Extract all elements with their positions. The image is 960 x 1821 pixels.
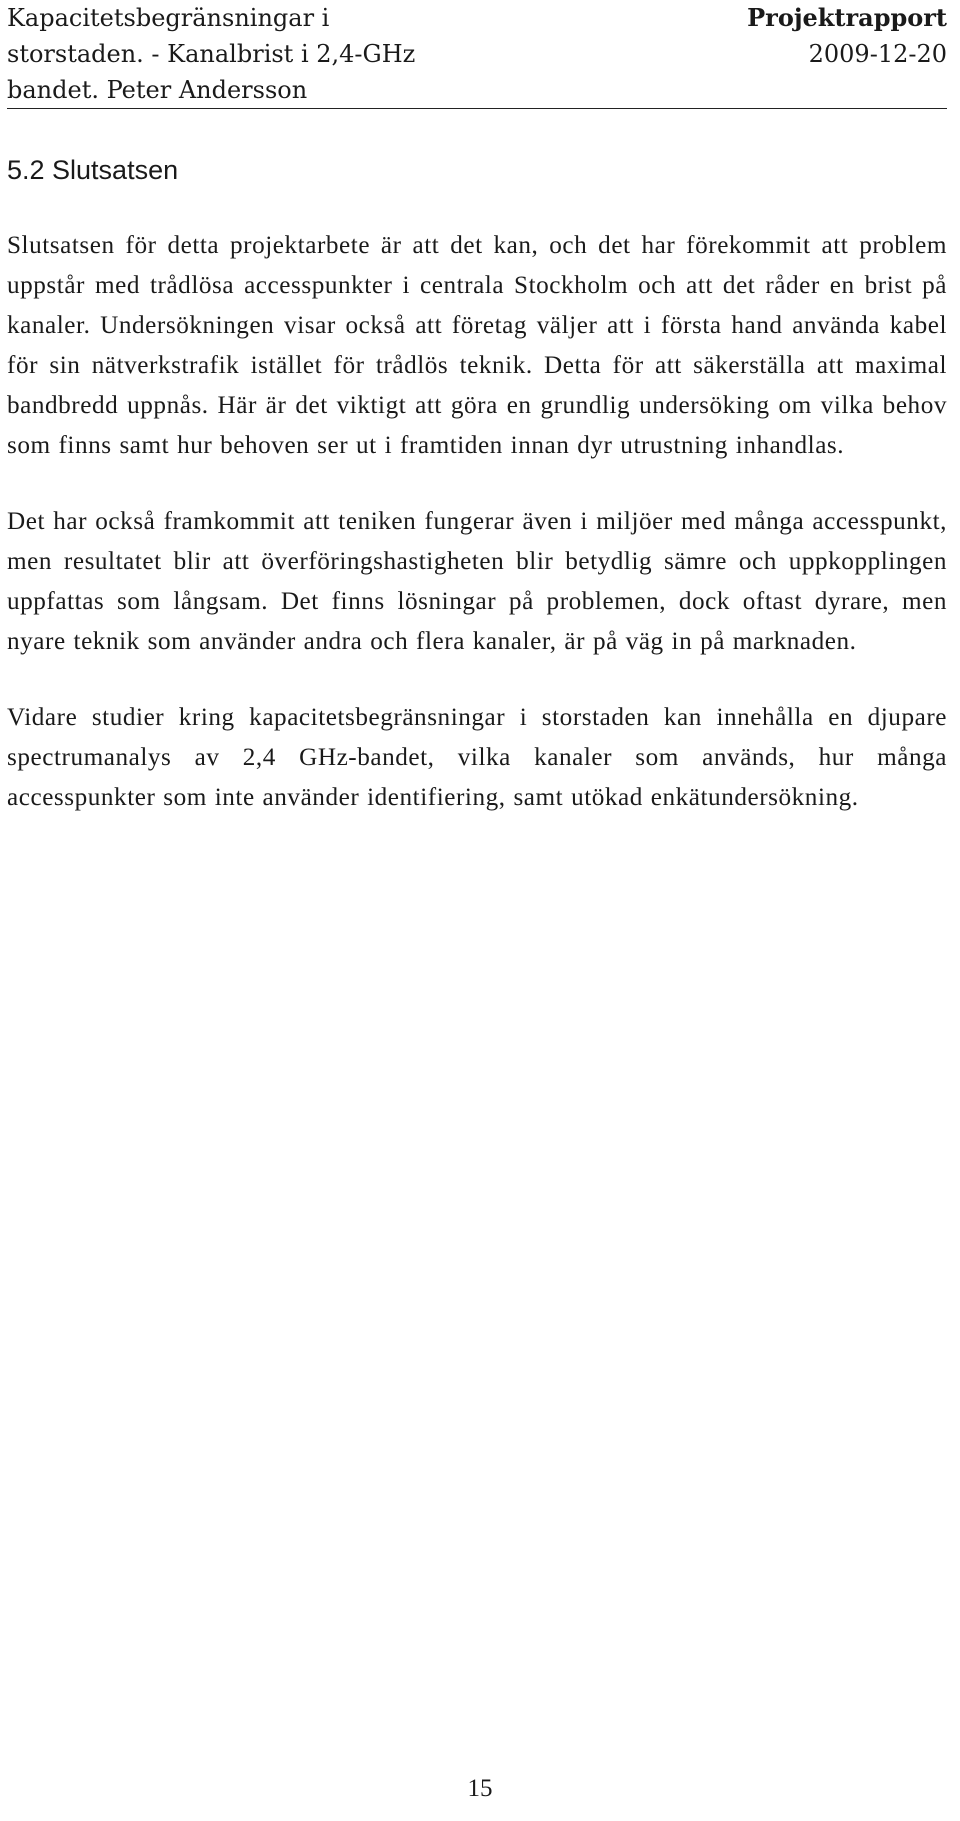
header-meta-block — [747, 0, 947, 72]
section-heading: 5.2 Slutsatsen — [7, 155, 179, 185]
page-number: 15 — [467, 1775, 493, 1802]
header-date: 2009-12-20 — [808, 40, 947, 68]
header-title-line-1: Kapacitetsbegränsningar i — [7, 4, 330, 32]
header-report-type: Projektrapport — [747, 3, 947, 32]
header-title-line-2: storstaden. - Kanalbrist i 2,4-GHz — [7, 40, 416, 68]
paragraph-2: Det har också framkommit att teniken fungerar även i miljöer med många accesspunkt, men resultatet blir att överföringshastigheten blir betydlig sämre och uppkopplingen uppfattas som långsam. Det finns lösningar på problemen, dock oftast dyrare, men nyare teknik som använder andra och flera kanaler, är på väg in på marknaden. — [7, 508, 947, 655]
header-title-line-3: bandet. Peter Andersson — [7, 76, 308, 104]
page-header — [7, 0, 947, 109]
paragraph-3: Vidare studier kring kapacitetsbegränsningar i storstaden kan innehålla en djupare spectrumanalys av 2,4 GHz-bandet, vilka kanaler som används, hur många accesspunkter som inte använder identifiering, samt utökad enkätundersökning. — [7, 704, 947, 811]
body-text — [7, 226, 947, 818]
paragraph-1: Slutsatsen för detta projektarbete är att det kan, och det har förekommit att problem uppstår med trådlösa accesspunkter i centrala Stockholm och att det råder en brist på kanaler. Undersökningen visar också att företag väljer att i första hand använda kabel för sin nätverkstrafik istället för trådlös teknik. Detta för att säkerställa att maximal bandbredd uppnås. Här är det viktigt att göra en grundlig undersöking om vilka behov som finns samt hur behoven ser ut i framtiden innan dyr utrustning inhandlas. — [7, 232, 947, 459]
header-title-block — [7, 0, 567, 108]
